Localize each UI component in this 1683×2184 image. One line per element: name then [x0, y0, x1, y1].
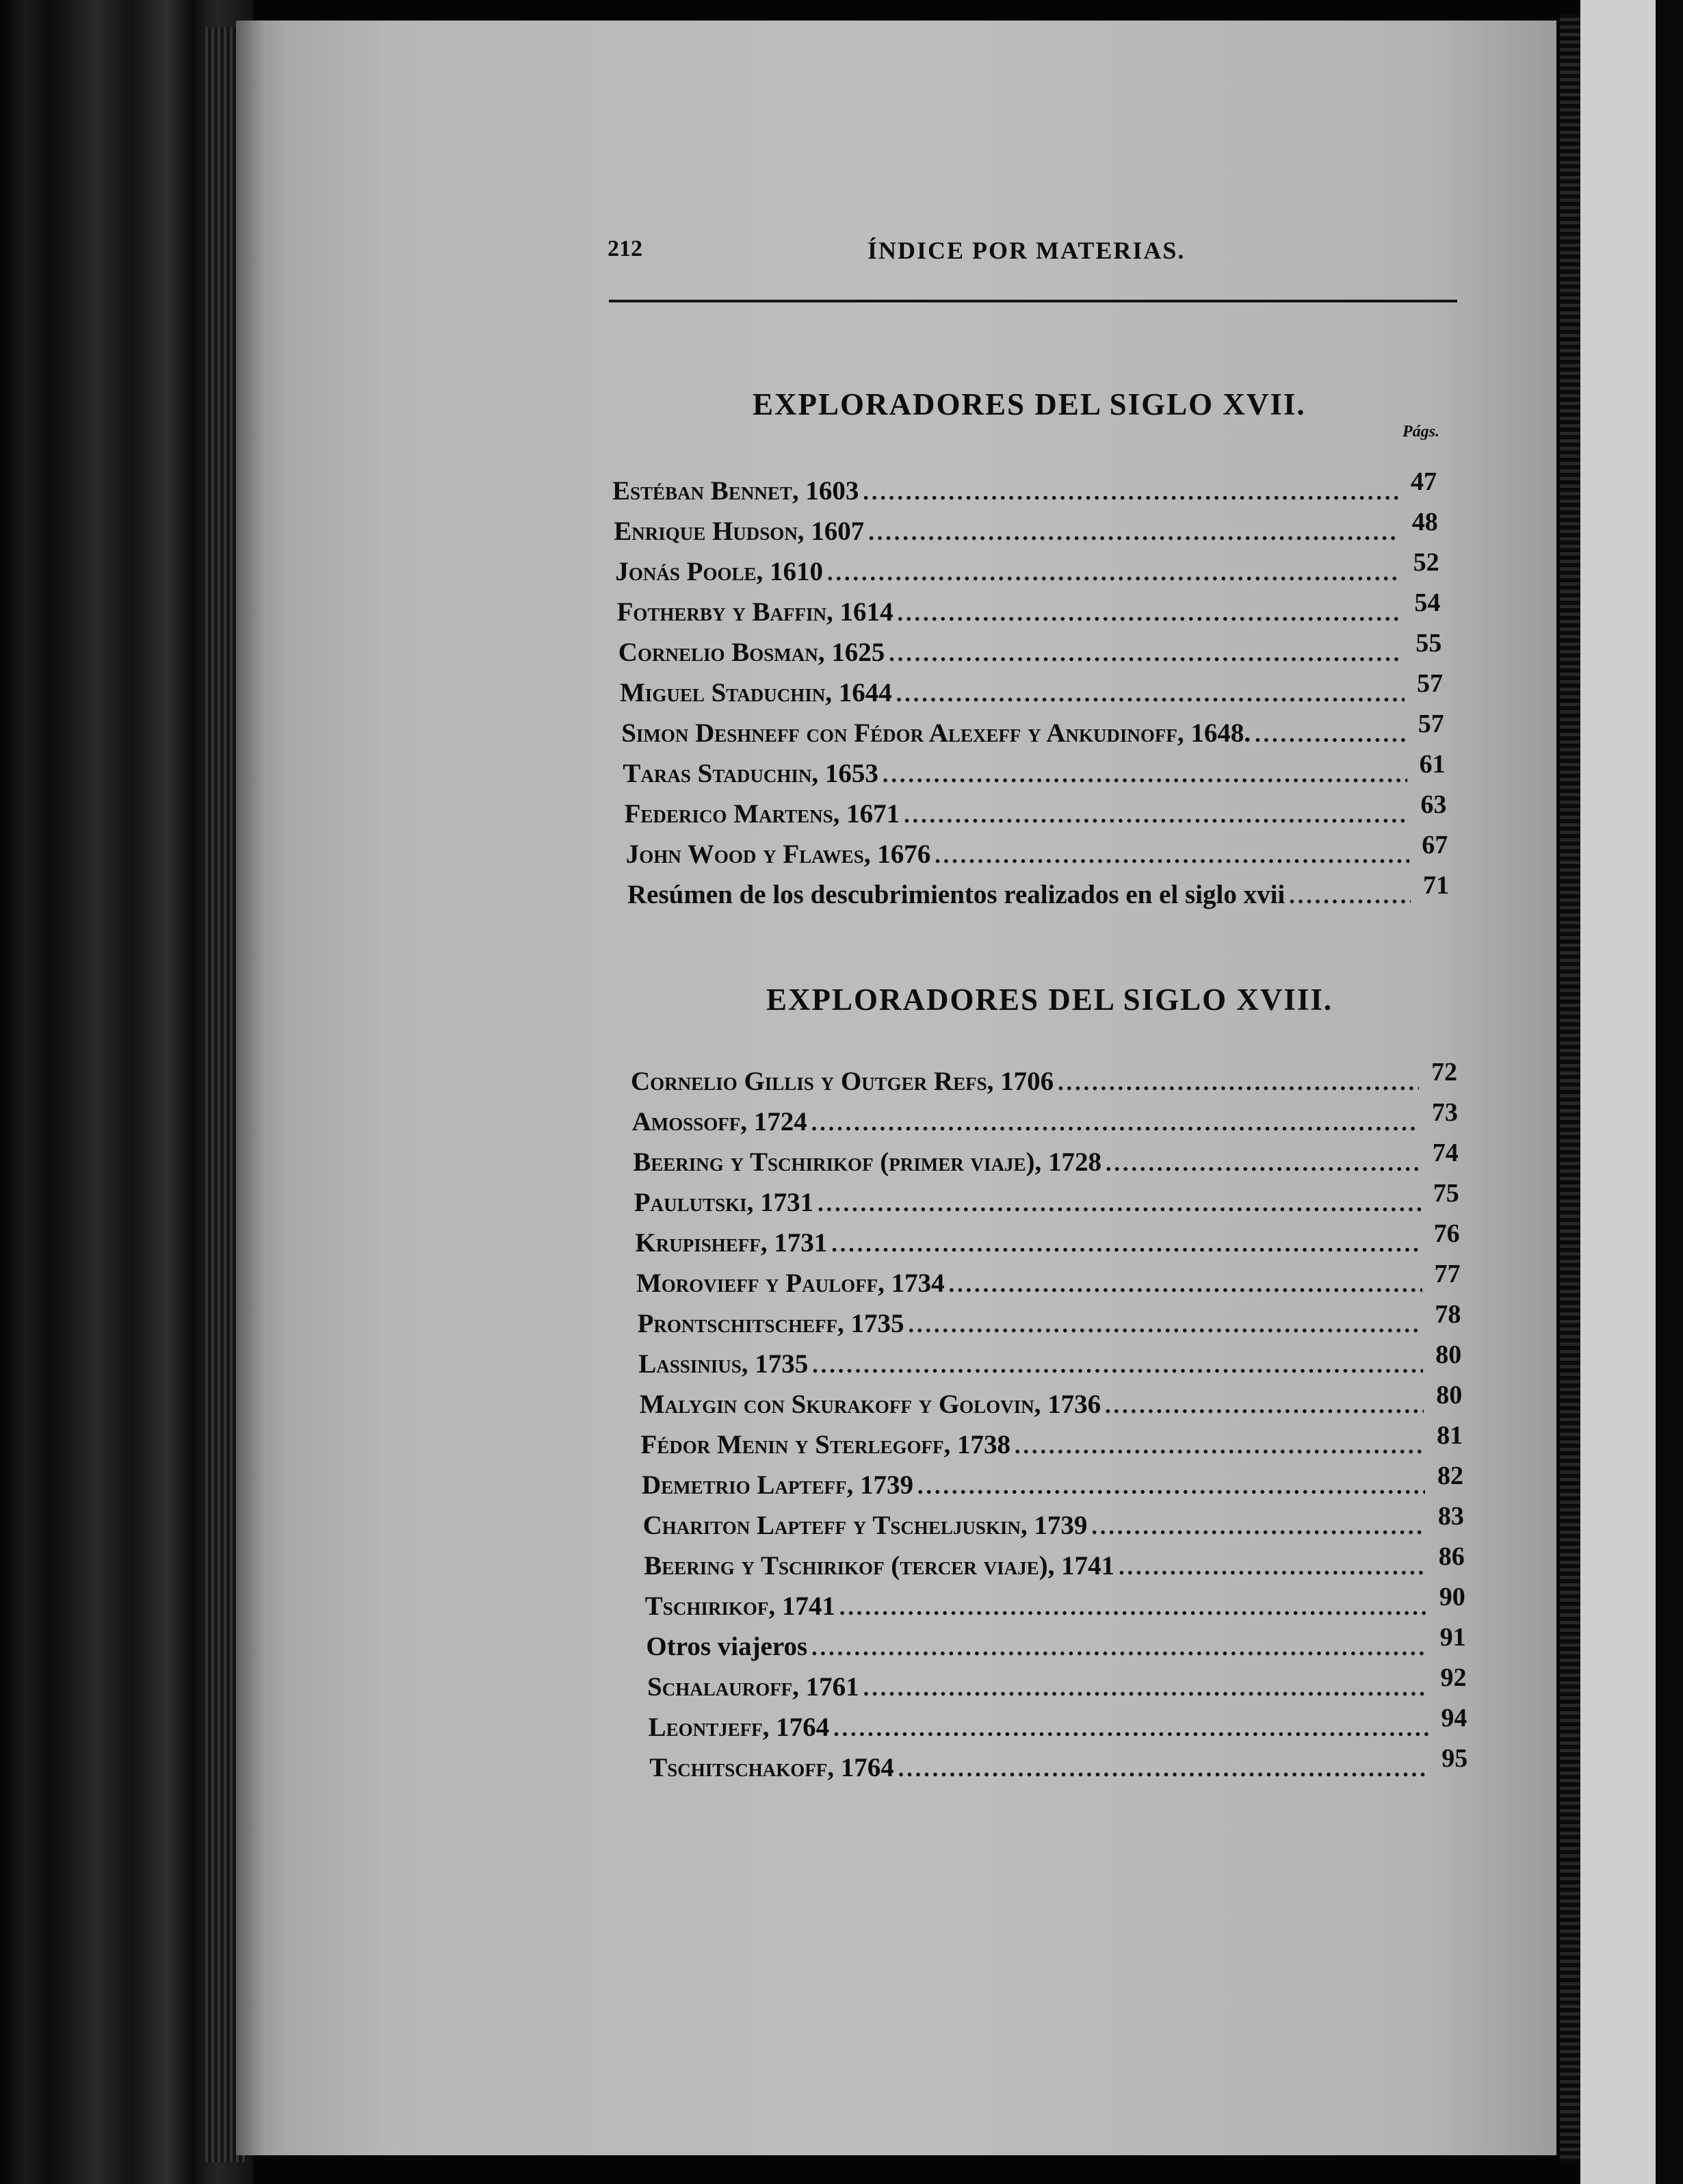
- entry-title: Tschitschakoff, 1764: [649, 1753, 894, 1782]
- entry-page-number: 81: [1437, 1421, 1463, 1450]
- dot-leader: [917, 1474, 1425, 1500]
- section-title-xviii: EXPLORADORES DEL SIGLO XVIII.: [766, 983, 1333, 1017]
- dot-leader: [1105, 1393, 1424, 1419]
- entry-page-number: 83: [1437, 1502, 1464, 1531]
- entry-title: Schalauroff, 1761: [647, 1672, 859, 1702]
- entry-title: Estéban Bennet, 1603: [612, 476, 859, 506]
- entry-page-number: 57: [1417, 669, 1443, 698]
- index-entry: [649, 1744, 1468, 1786]
- entry-title: Paulutski, 1731: [634, 1188, 814, 1217]
- entry-title: Simon Deshneff con Fédor Alexeff y Ankudinoff, 1648.: [621, 718, 1251, 748]
- dot-leader: [896, 681, 1405, 707]
- dot-leader: [897, 601, 1402, 627]
- index-entry: [615, 548, 1439, 590]
- index-entry: [640, 1421, 1463, 1464]
- entry-page-number: 92: [1440, 1663, 1467, 1692]
- entry-page-number: 80: [1436, 1381, 1463, 1409]
- dot-leader: [1058, 1070, 1419, 1096]
- index-entry: [634, 1179, 1459, 1221]
- scan-border: [1656, 0, 1683, 2184]
- dot-leader: [908, 1312, 1422, 1338]
- dot-leader: [1015, 1433, 1424, 1459]
- index-entry: [633, 1139, 1459, 1181]
- index-entry: [612, 467, 1437, 510]
- index-entry: [636, 1260, 1461, 1302]
- index-entry: [621, 710, 1444, 752]
- entry-page-number: 82: [1437, 1461, 1463, 1490]
- entry-page-number: 47: [1411, 467, 1437, 496]
- entry-title: Federico Martens, 1671: [624, 799, 900, 829]
- dot-leader: [812, 1353, 1423, 1379]
- entry-title: Tschirikof, 1741: [644, 1591, 835, 1621]
- entry-page-number: 75: [1433, 1179, 1459, 1208]
- entry-title: Fotherby y Baffin, 1614: [616, 597, 893, 627]
- entry-title: Krupisheff, 1731: [635, 1228, 828, 1258]
- entry-page-number: 48: [1411, 508, 1438, 536]
- dot-leader: [883, 762, 1407, 788]
- entry-title: Beering y Tschirikof (primer viaje), 1728: [633, 1147, 1102, 1177]
- index-entry: [639, 1381, 1463, 1423]
- running-title: ÍNDICE POR MATERIAS.: [867, 237, 1186, 264]
- entry-page-number: 76: [1433, 1219, 1460, 1248]
- entry-page-number: 90: [1439, 1583, 1465, 1611]
- index-entry: [638, 1340, 1462, 1383]
- dot-leader: [1289, 883, 1411, 909]
- entry-title: Cornelio Gillis y Outger Refs, 1706: [631, 1067, 1054, 1096]
- entry-page-number: 74: [1432, 1139, 1459, 1167]
- entry-page-number: 63: [1420, 790, 1447, 819]
- entry-title: Lassinius, 1735: [638, 1349, 809, 1379]
- index-entry: [647, 1663, 1467, 1706]
- index-entry: [614, 508, 1438, 550]
- page-gutter: [236, 21, 263, 2155]
- index-entry: [648, 1704, 1467, 1746]
- entry-page-number: 52: [1413, 548, 1439, 577]
- entry-title: Otros viajeros: [646, 1632, 808, 1661]
- dot-leader: [831, 1232, 1421, 1258]
- entry-page-number: 67: [1422, 831, 1448, 859]
- dot-leader: [898, 1756, 1430, 1782]
- entry-title: Demetrio Lapteff, 1739: [642, 1470, 913, 1500]
- entry-title: John Wood y Flawes, 1676: [625, 840, 931, 869]
- index-entry: [623, 750, 1446, 792]
- entry-page-number: 91: [1439, 1623, 1466, 1652]
- index-entry: [642, 1502, 1464, 1544]
- dot-leader: [811, 1635, 1427, 1661]
- header-rule: [609, 300, 1457, 302]
- index-entry: [644, 1542, 1465, 1585]
- entry-title: Cornelio Bosman, 1625: [618, 638, 885, 667]
- dot-leader: [833, 1716, 1428, 1742]
- entry-title: Miguel Staduchin, 1644: [620, 678, 892, 707]
- dot-leader: [827, 560, 1401, 586]
- entry-title: Taras Staduchin, 1653: [623, 759, 878, 788]
- page-right-edge: [1560, 14, 1580, 2162]
- entry-page-number: 72: [1431, 1058, 1457, 1087]
- dot-leader: [818, 1191, 1421, 1217]
- index-entry: [624, 790, 1447, 833]
- entry-page-number: 61: [1419, 750, 1446, 779]
- index-entry: [631, 1058, 1457, 1100]
- entry-title: Beering y Tschirikof (tercer viaje), 1741: [644, 1551, 1115, 1581]
- index-entry: [620, 669, 1443, 712]
- pages-column-label: Págs.: [1402, 423, 1439, 441]
- index-entry: [637, 1300, 1461, 1342]
- index-entry: [635, 1219, 1460, 1262]
- section-title-xvii: EXPLORADORES DEL SIGLO XVII.: [753, 387, 1306, 421]
- page-number: 212: [608, 236, 642, 261]
- entry-page-number: 95: [1441, 1744, 1468, 1773]
- entry-title: Amossoff, 1724: [631, 1107, 807, 1136]
- dot-leader: [949, 1272, 1422, 1298]
- dot-leader: [935, 843, 1409, 869]
- entry-title: Leontjeff, 1764: [648, 1713, 830, 1742]
- dot-leader: [863, 1676, 1428, 1702]
- index-entry: [642, 1461, 1463, 1504]
- index-entry: [625, 831, 1448, 873]
- entry-page-number: 78: [1435, 1300, 1461, 1329]
- dot-leader: [839, 1595, 1427, 1621]
- dot-leader: [1119, 1555, 1426, 1581]
- entry-page-number: 77: [1434, 1260, 1461, 1288]
- index-entry: [616, 588, 1441, 631]
- index-entry: [646, 1623, 1466, 1665]
- running-header: [608, 236, 1387, 277]
- index-entry: [644, 1583, 1465, 1625]
- entry-title: Resúmen de los descubrimientos realizados en el siglo xvii: [627, 880, 1286, 909]
- entry-title: Morovieff y Pauloff, 1734: [636, 1269, 945, 1298]
- entry-page-number: 73: [1431, 1098, 1458, 1127]
- entry-title: Malygin con Skurakoff y Golovin, 1736: [639, 1390, 1101, 1419]
- dot-leader: [889, 641, 1403, 667]
- index-entry: [618, 629, 1442, 671]
- entry-title: Prontschitscheff, 1735: [637, 1309, 904, 1338]
- dot-leader: [1091, 1514, 1425, 1540]
- entry-page-number: 80: [1435, 1340, 1462, 1369]
- entry-page-number: 86: [1438, 1542, 1465, 1571]
- dot-leader: [904, 803, 1408, 829]
- index-entry: [627, 871, 1449, 913]
- entry-title: Jonás Poole, 1610: [615, 557, 823, 586]
- entry-title: Enrique Hudson, 1607: [614, 517, 865, 546]
- entry-page-number: 55: [1415, 629, 1442, 658]
- entry-page-number: 94: [1441, 1704, 1467, 1732]
- entry-title: Chariton Lapteff y Tscheljuskin, 1739: [642, 1511, 1088, 1540]
- index-entry: [631, 1098, 1458, 1141]
- dot-leader: [1106, 1151, 1420, 1177]
- dot-leader: [863, 480, 1398, 506]
- dot-leader: [868, 520, 1399, 546]
- entry-page-number: 57: [1418, 710, 1444, 738]
- dot-leader: [1255, 722, 1406, 748]
- entry-page-number: 71: [1423, 871, 1449, 900]
- entry-page-number: 54: [1414, 588, 1441, 617]
- entry-title: Fédor Menin y Sterlegoff, 1738: [640, 1430, 1011, 1459]
- dot-leader: [811, 1110, 1420, 1136]
